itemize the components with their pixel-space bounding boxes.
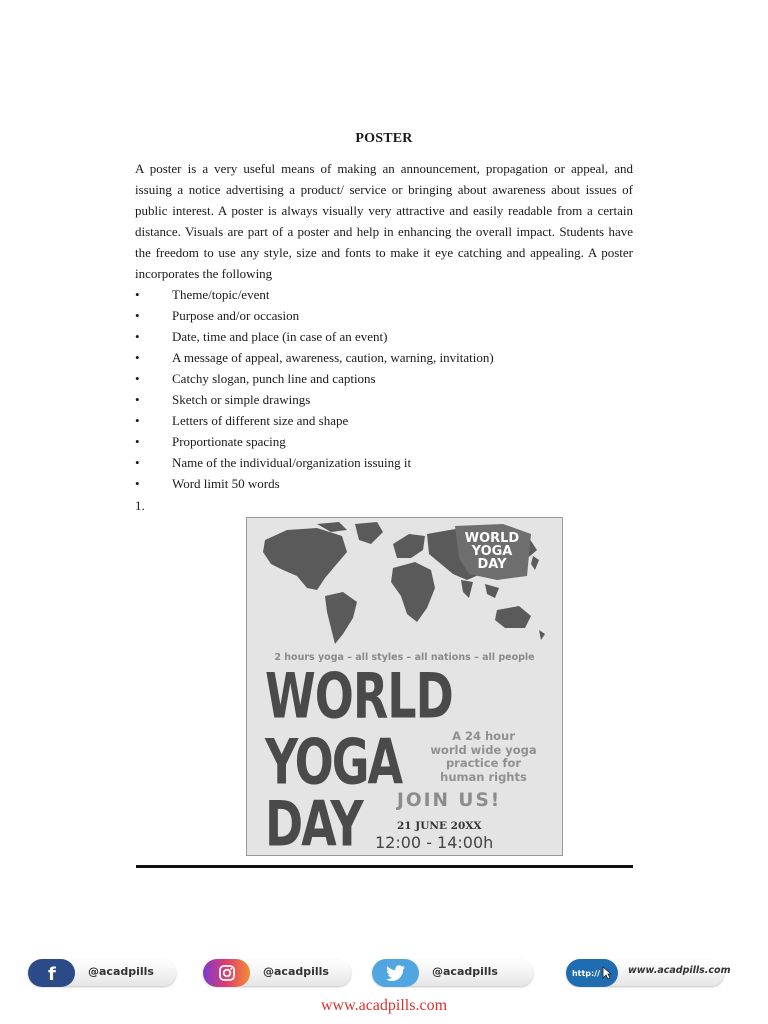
poster-tagline: 2 hours yoga – all styles – all nations – all people bbox=[274, 652, 535, 663]
list-item bbox=[135, 410, 633, 431]
badge-line: YOGA bbox=[471, 544, 513, 559]
feature-list bbox=[135, 284, 633, 494]
facebook-link[interactable] bbox=[28, 960, 176, 986]
facebook-icon bbox=[28, 959, 75, 987]
bullet-icon: • bbox=[135, 476, 140, 491]
instagram-link[interactable] bbox=[203, 960, 351, 986]
world-yoga-day-poster bbox=[246, 517, 563, 856]
cursor-icon bbox=[602, 966, 612, 980]
poster-title-world: WORLD bbox=[265, 659, 453, 733]
instagram-icon bbox=[203, 959, 250, 987]
list-item bbox=[135, 368, 633, 389]
description-line: world wide yoga bbox=[430, 742, 537, 757]
description-line: practice for bbox=[445, 756, 522, 770]
badge-line: DAY bbox=[477, 557, 507, 572]
list-item bbox=[135, 347, 633, 368]
poster-title-day: DAY bbox=[265, 787, 362, 856]
list-item bbox=[135, 326, 633, 347]
facebook-handle: @acadpills bbox=[88, 965, 154, 978]
poster-join-us: JOIN US! bbox=[397, 790, 502, 811]
twitter-handle: @acadpills bbox=[432, 965, 498, 978]
section-divider bbox=[136, 865, 633, 868]
bullet-icon: • bbox=[135, 350, 140, 365]
twitter-icon bbox=[372, 959, 419, 987]
bullet-icon: • bbox=[135, 287, 140, 302]
list-item-text: Catchy slogan, punch line and captions bbox=[172, 371, 376, 386]
bullet-icon: • bbox=[135, 434, 140, 449]
list-item-text: A message of appeal, awareness, caution, warning, invitation) bbox=[172, 350, 494, 365]
list-item bbox=[135, 284, 633, 305]
list-item-text: Purpose and/or occasion bbox=[172, 308, 300, 323]
page-title: POSTER bbox=[355, 131, 413, 146]
list-item bbox=[135, 473, 633, 494]
poster-title-yoga: YOGA bbox=[265, 725, 402, 799]
list-item bbox=[135, 389, 633, 410]
http-label: http:// bbox=[571, 968, 601, 978]
bullet-icon: • bbox=[135, 455, 140, 470]
bullet-icon: • bbox=[135, 371, 140, 386]
poster-time: 12:00 - 14:00h bbox=[375, 833, 494, 852]
poster-description bbox=[423, 730, 544, 784]
list-item-text: Proportionate spacing bbox=[172, 434, 286, 449]
list-item-text: Theme/topic/event bbox=[172, 287, 270, 302]
description-line: A 24 hour bbox=[452, 729, 515, 743]
website-handle: www.acadpills.com bbox=[628, 965, 731, 976]
bullet-icon: • bbox=[135, 413, 140, 428]
badge-label bbox=[457, 532, 527, 571]
list-item-text: Date, time and place (in case of an event) bbox=[172, 329, 388, 344]
intro-paragraph: A poster is a very useful means of making an announcement, propagation or appeal, and issuing a notice advertising a product/ service or bringing about awareness about issues of public interest. A poster is always visually very attractive and easily readable from a certain distance. Visuals are part of a poster and help in enhancing the overall impact. Students have the freedom to use any style, size and fonts to make it eye catching and appealing. A poster incorporates the following bbox=[135, 161, 633, 281]
list-item-text: Name of the individual/organization issuing it bbox=[172, 455, 412, 470]
instagram-handle: @acadpills bbox=[263, 965, 329, 978]
list-item-text: Word limit 50 words bbox=[172, 476, 280, 491]
badge-line: WORLD bbox=[464, 531, 520, 546]
list-item bbox=[135, 305, 633, 326]
list-item bbox=[135, 452, 633, 473]
bullet-icon: • bbox=[135, 329, 140, 344]
website-link[interactable] bbox=[566, 960, 731, 986]
footer-website-url[interactable]: www.acadpills.com bbox=[320, 997, 448, 1014]
description-line: human rights bbox=[440, 769, 527, 784]
globe-link-icon bbox=[566, 959, 618, 987]
list-item-text: Sketch or simple drawings bbox=[172, 392, 311, 407]
list-item bbox=[135, 431, 633, 452]
poster-date: 21 JUNE 20XX bbox=[397, 820, 482, 832]
list-item-text: Letters of different size and shape bbox=[172, 413, 349, 428]
bullet-icon: • bbox=[135, 308, 140, 323]
question-number: 1. bbox=[135, 498, 145, 513]
twitter-link[interactable] bbox=[372, 960, 533, 986]
svg-text:f: f bbox=[47, 964, 56, 982]
bullet-icon: • bbox=[135, 392, 140, 407]
